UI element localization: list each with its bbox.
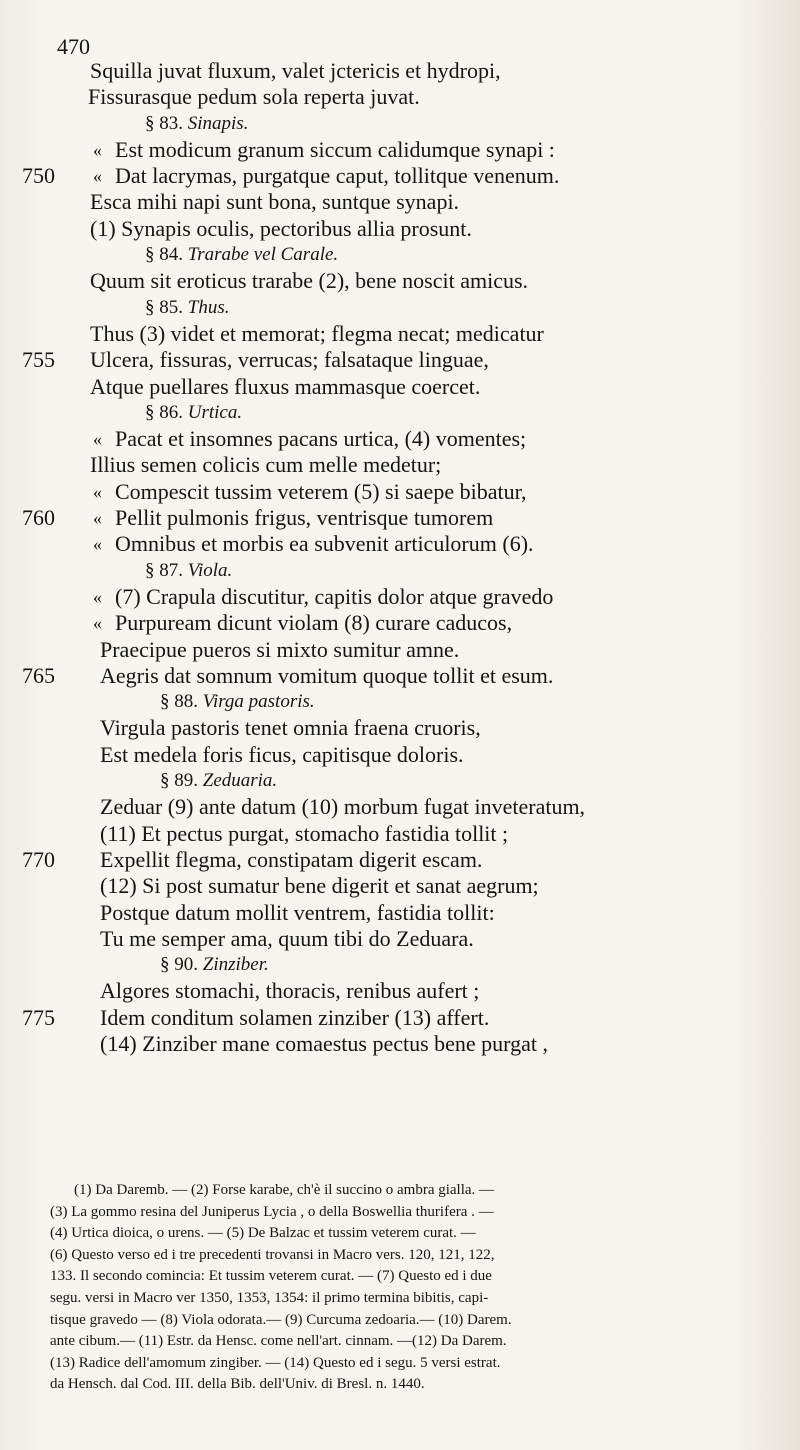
- verse-text: Esca mihi napi sunt bona, suntque synapi.: [90, 189, 460, 215]
- section-heading: [0, 689, 720, 715]
- section-name: Virga pastoris.: [202, 691, 315, 713]
- page-number: 470: [57, 34, 90, 59]
- section-name: Viola.: [187, 559, 233, 581]
- line-number: 760: [22, 505, 55, 531]
- section-name: Zinziber.: [202, 954, 269, 976]
- verse-line: [0, 216, 720, 242]
- quote-mark: «: [93, 534, 102, 555]
- section-number: § 87.: [145, 559, 183, 581]
- section-heading: [0, 111, 720, 137]
- section-title: [145, 111, 248, 137]
- verse-line: [0, 584, 720, 610]
- section-number: § 83.: [145, 112, 183, 134]
- verse-line: [0, 452, 720, 478]
- verse-line: [0, 163, 720, 189]
- verse-text: Pellit pulmonis frigus, ventrisque tumorem: [115, 505, 494, 531]
- verse-line: [0, 505, 720, 531]
- verse-line: [0, 794, 720, 820]
- section-heading: [0, 768, 720, 794]
- quote-mark: «: [93, 613, 102, 634]
- verse-line: [0, 821, 720, 847]
- quote-mark: «: [93, 508, 102, 529]
- verse-line: [0, 531, 720, 557]
- section-heading: [0, 400, 720, 426]
- verse-text: Quum sit eroticus trarabe (2), bene noscit amicus.: [90, 268, 529, 294]
- verse-text: Expellit flegma, constipatam digerit escam.: [100, 846, 483, 872]
- footnote-line: da Hensch. dal Cod. III. della Bib. dell'Univ. di Bresl. n. 1440.: [50, 1376, 425, 1393]
- line-number: 770: [22, 846, 55, 872]
- verse-line: [0, 426, 720, 452]
- verse-text: Thus (3) videt et memorat; flegma necat; medicatur: [90, 320, 544, 346]
- verse-text: Ulcera, fissuras, verrucas; falsataque linguae,: [90, 347, 489, 373]
- section-title: [145, 558, 232, 584]
- verse-line: [0, 637, 720, 663]
- footnote-line: 133. Il secondo comincia: Et tussim veterem curat. — (7) Questo ed i due: [50, 1268, 492, 1285]
- verse-line: [0, 189, 720, 215]
- verse-line: [0, 873, 720, 899]
- section-title: [145, 242, 338, 268]
- verse-text: (11) Et pectus purgat, stomacho fastidia tollit ;: [100, 820, 509, 846]
- verse-text: (1) Synapis oculis, pectoribus allia prosunt.: [90, 215, 472, 241]
- verse-text: Tu me semper ama, quum tibi do Zeduara.: [100, 925, 474, 951]
- verse-line: [0, 84, 720, 110]
- verse-line: [0, 1005, 720, 1031]
- verse-line: [0, 268, 720, 294]
- footnote-line: (6) Questo verso ed i tre precedenti trovansi in Macro vers. 120, 121, 122,: [50, 1246, 495, 1263]
- line-number: 750: [22, 163, 55, 189]
- section-heading: [0, 558, 720, 584]
- verse-line: [0, 978, 720, 1004]
- verse-line: [0, 742, 720, 768]
- footnote-line: (1) Da Daremb. — (2) Forse karabe, ch'è il succino o ambra gialla. —: [74, 1182, 495, 1198]
- verse-line: [0, 374, 720, 400]
- verse-text: Illius semen colicis cum melle medetur;: [90, 452, 442, 478]
- section-name: Sinapis.: [187, 112, 249, 134]
- section-heading: [0, 295, 720, 321]
- verse-line: [0, 847, 720, 873]
- section-number: § 88.: [160, 691, 198, 713]
- verse-line: [0, 137, 720, 163]
- verse-column: [0, 58, 720, 1057]
- footnote-line: ante cibum.— (11) Estr. da Hensc. come nell'art. cinnam. —(12) Da Darem.: [50, 1333, 507, 1350]
- verse-text: Dat lacrymas, purgatque caput, tollitque venenum.: [115, 163, 560, 189]
- verse-text: Idem conditum solamen zinziber (13) affert.: [100, 1004, 490, 1030]
- section-title: [145, 295, 229, 321]
- section-name: Thus.: [187, 296, 230, 318]
- section-title: [160, 689, 315, 715]
- section-number: § 90.: [160, 954, 198, 976]
- verse-text: Compescit tussim veterem (5) si saepe bibatur,: [115, 478, 527, 504]
- verse-text: Aegris dat somnum vomitum quoque tollit et esum.: [100, 662, 554, 688]
- verse-text: Virgula pastoris tenet omnia fraena cruoris,: [100, 715, 481, 741]
- line-number: 765: [22, 662, 55, 688]
- section-title: [160, 768, 277, 794]
- quote-mark: «: [93, 481, 102, 502]
- verse-text: Est medela foris ficus, capitisque doloris.: [100, 741, 464, 767]
- verse-text: Est modicum granum siccum calidumque synapi :: [115, 136, 555, 162]
- verse-line: [0, 1031, 720, 1057]
- footnote-line: segu. versi in Macro ver 1350, 1353, 1354: il primo termina bibitis, capi-: [50, 1289, 489, 1306]
- footnote-line: (13) Radice dell'amomum zingiber. — (14) Questo ed i segu. 5 versi estrat.: [50, 1354, 501, 1371]
- section-number: § 89.: [160, 770, 198, 792]
- verse-text: Algores stomachi, thoracis, renibus aufert ;: [100, 978, 480, 1004]
- section-name: Urtica.: [187, 401, 243, 423]
- verse-text: Praecipue pueros si mixto sumitur amne.: [100, 636, 460, 662]
- footnotes: [50, 1180, 785, 1396]
- verse-text: Postque datum mollit ventrem, fastidia tollit:: [100, 899, 495, 925]
- verse-text: Fissurasque pedum sola reperta juvat.: [88, 84, 420, 110]
- verse-line: [0, 321, 720, 347]
- verse-line: [0, 926, 720, 952]
- footnote-line: tisque gravedo — (8) Viola odorata.— (9) Curcuma zedoaria.— (10) Darem.: [50, 1311, 512, 1328]
- verse-line: [0, 347, 720, 373]
- verse-text: (14) Zinziber mane comaestus pectus bene purgat ,: [100, 1030, 548, 1056]
- section-number: § 84.: [145, 244, 183, 266]
- line-number: 755: [22, 347, 55, 373]
- verse-text: Atque puellares fluxus mammasque coercet.: [90, 373, 481, 399]
- section-heading: [0, 242, 720, 268]
- section-number: § 86.: [145, 401, 183, 423]
- verse-line: [0, 58, 720, 84]
- verse-text: (12) Si post sumatur bene digerit et sanat aegrum;: [100, 873, 539, 899]
- section-name: Trarabe vel Carale.: [187, 244, 339, 266]
- line-number: 775: [22, 1004, 55, 1030]
- section-number: § 85.: [145, 296, 183, 318]
- verse-line: [0, 663, 720, 689]
- section-title: [160, 952, 269, 978]
- verse-text: Squilla juvat fluxum, valet jctericis et hydropi,: [90, 58, 501, 83]
- quote-mark: «: [93, 429, 102, 450]
- verse-line: [0, 610, 720, 636]
- verse-text: Zeduar (9) ante datum (10) morbum fugat inveteratum,: [100, 794, 586, 820]
- quote-mark: «: [93, 139, 102, 160]
- verse-text: Omnibus et morbis ea subvenit articulorum (6).: [115, 531, 534, 557]
- verse-text: Purpuream dicunt violam (8) curare caducos,: [115, 610, 513, 636]
- quote-mark: «: [93, 166, 102, 187]
- verse-text: (7) Crapula discutitur, capitis dolor atque gravedo: [115, 583, 554, 609]
- verse-line: [0, 479, 720, 505]
- footnote-line: (3) La gommo resina del Juniperus Lycia , o della Boswellia thurifera . —: [50, 1203, 494, 1220]
- section-title: [145, 400, 242, 426]
- verse-line: [0, 715, 720, 741]
- verse-line: [0, 900, 720, 926]
- quote-mark: «: [93, 586, 102, 607]
- section-name: Zeduaria.: [202, 770, 278, 792]
- footnote-line: (4) Urtica dioica, o urens. — (5) De Balzac et tussim veterem curat. —: [50, 1225, 476, 1242]
- section-heading: [0, 952, 720, 978]
- verse-text: Pacat et insomnes pacans urtica, (4) vomentes;: [115, 426, 527, 452]
